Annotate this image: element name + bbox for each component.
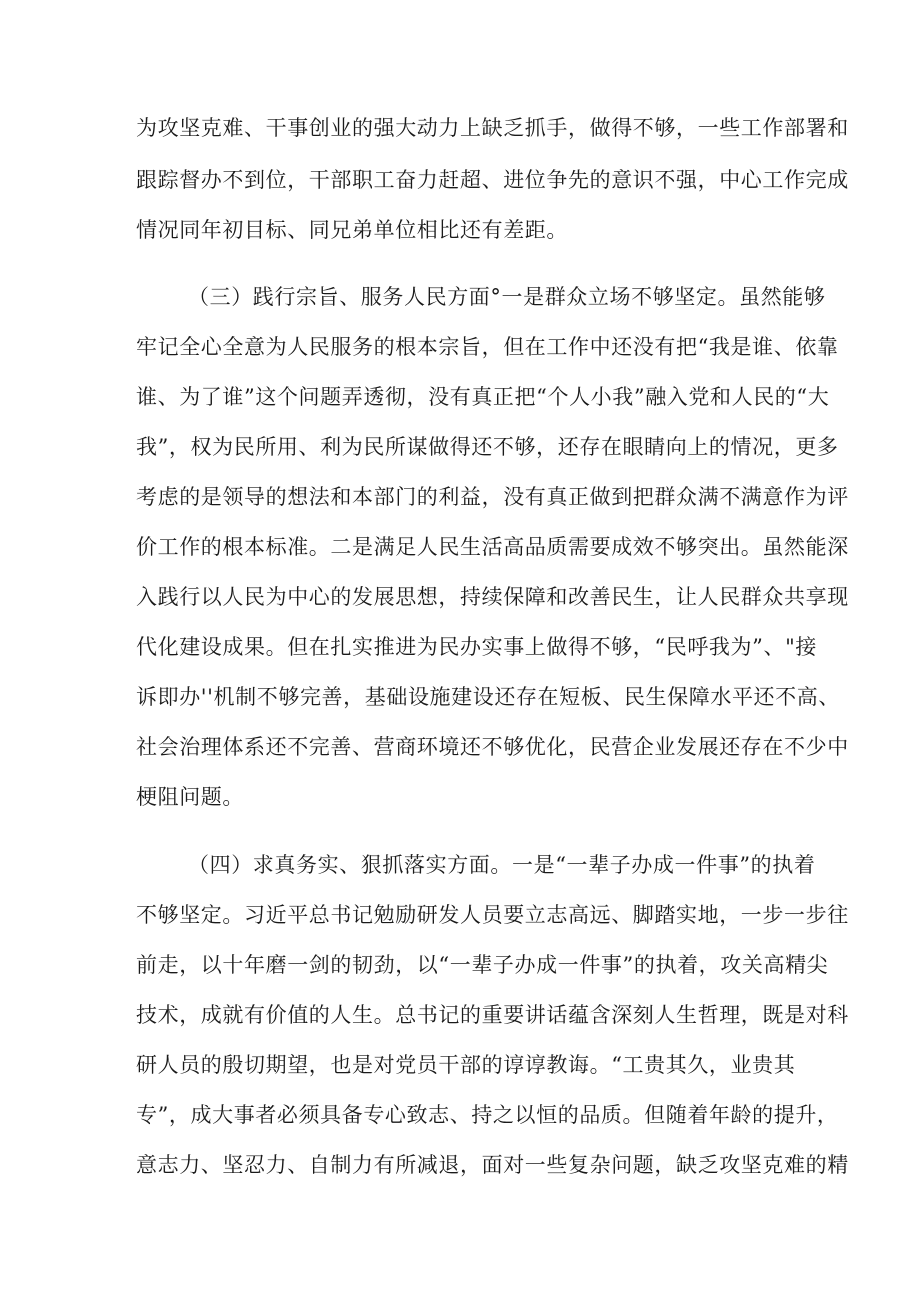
text-line: 诉即办''机制不够完善，基础设施建设还存在短板、民生保障水平还不高、	[136, 685, 840, 709]
text-line: 考虑的是领导的想法和本部门的利益，没有真正做到把群众满不满意作为评	[136, 485, 849, 509]
text-line: 研人员的殷切期望，也是对党员干部的谆谆教诲。“工贵其久，业贵其	[136, 1053, 796, 1077]
text-line: （三）践行宗旨、服务人民方面°一是群众立场不够坚定。虽然能够	[188, 285, 826, 309]
text-line: 专”，成大事者必须具备专心致志、持之以恒的品质。但随着年龄的提升，	[136, 1103, 839, 1127]
text-line: 为攻坚克难、干事创业的强大动力上缺乏抓手，做得不够，一些工作部署和	[136, 116, 849, 140]
text-line: 代化建设成果。但在扎实推进为民办实事上做得不够，“民呼我为”、"接	[136, 635, 817, 659]
text-line: 不够坚定。习近平总书记勉励研发人员要立志高远、脚踏实地，一步一步往	[136, 903, 849, 927]
text-line: 牢记全心全意为人民服务的根本宗旨，但在工作中还没有把“我是谁、依靠	[136, 335, 839, 359]
text-line: （四）求真务实、狠抓落实方面。一是“一辈子办成一件事”的执着	[188, 853, 816, 877]
text-line: 情况同年初目标、同兄弟单位相比还有差距。	[136, 218, 568, 242]
text-line: 我”，权为民所用、利为民所谋做得还不够，还存在眼睛向上的情况，更多	[136, 435, 839, 459]
text-line: 跟踪督办不到位，干部职工奋力赶超、进位争先的意识不强，中心工作完成	[136, 168, 849, 192]
text-line: 梗阻问题。	[136, 785, 244, 809]
text-line: 前走，以十年磨一剑的韧劲，以“一辈子办成一件事”的执着，攻关高精尖	[136, 953, 829, 977]
text-line: 价工作的根本标准。二是满足人民生活高品质需要成效不够突出。虽然能深	[136, 535, 849, 559]
text-line: 谁、为了谁”这个问题弄透彻，没有真正把“个人小我”融入党和人民的“大	[136, 385, 830, 409]
text-line: 意志力、坚忍力、自制力有所减退，面对一些复杂问题，缺乏攻坚克难的精	[136, 1153, 849, 1177]
text-line: 入践行以人民为中心的发展思想，持续保障和改善民生，让人民群众共享现	[136, 585, 849, 609]
text-line: 技术，成就有价值的人生。总书记的重要讲话蕴含深刻人生哲理，既是对科	[136, 1003, 849, 1027]
text-line: 社会治理体系还不完善、营商环境还不够优化，民营企业发展还存在不少中	[136, 735, 849, 759]
